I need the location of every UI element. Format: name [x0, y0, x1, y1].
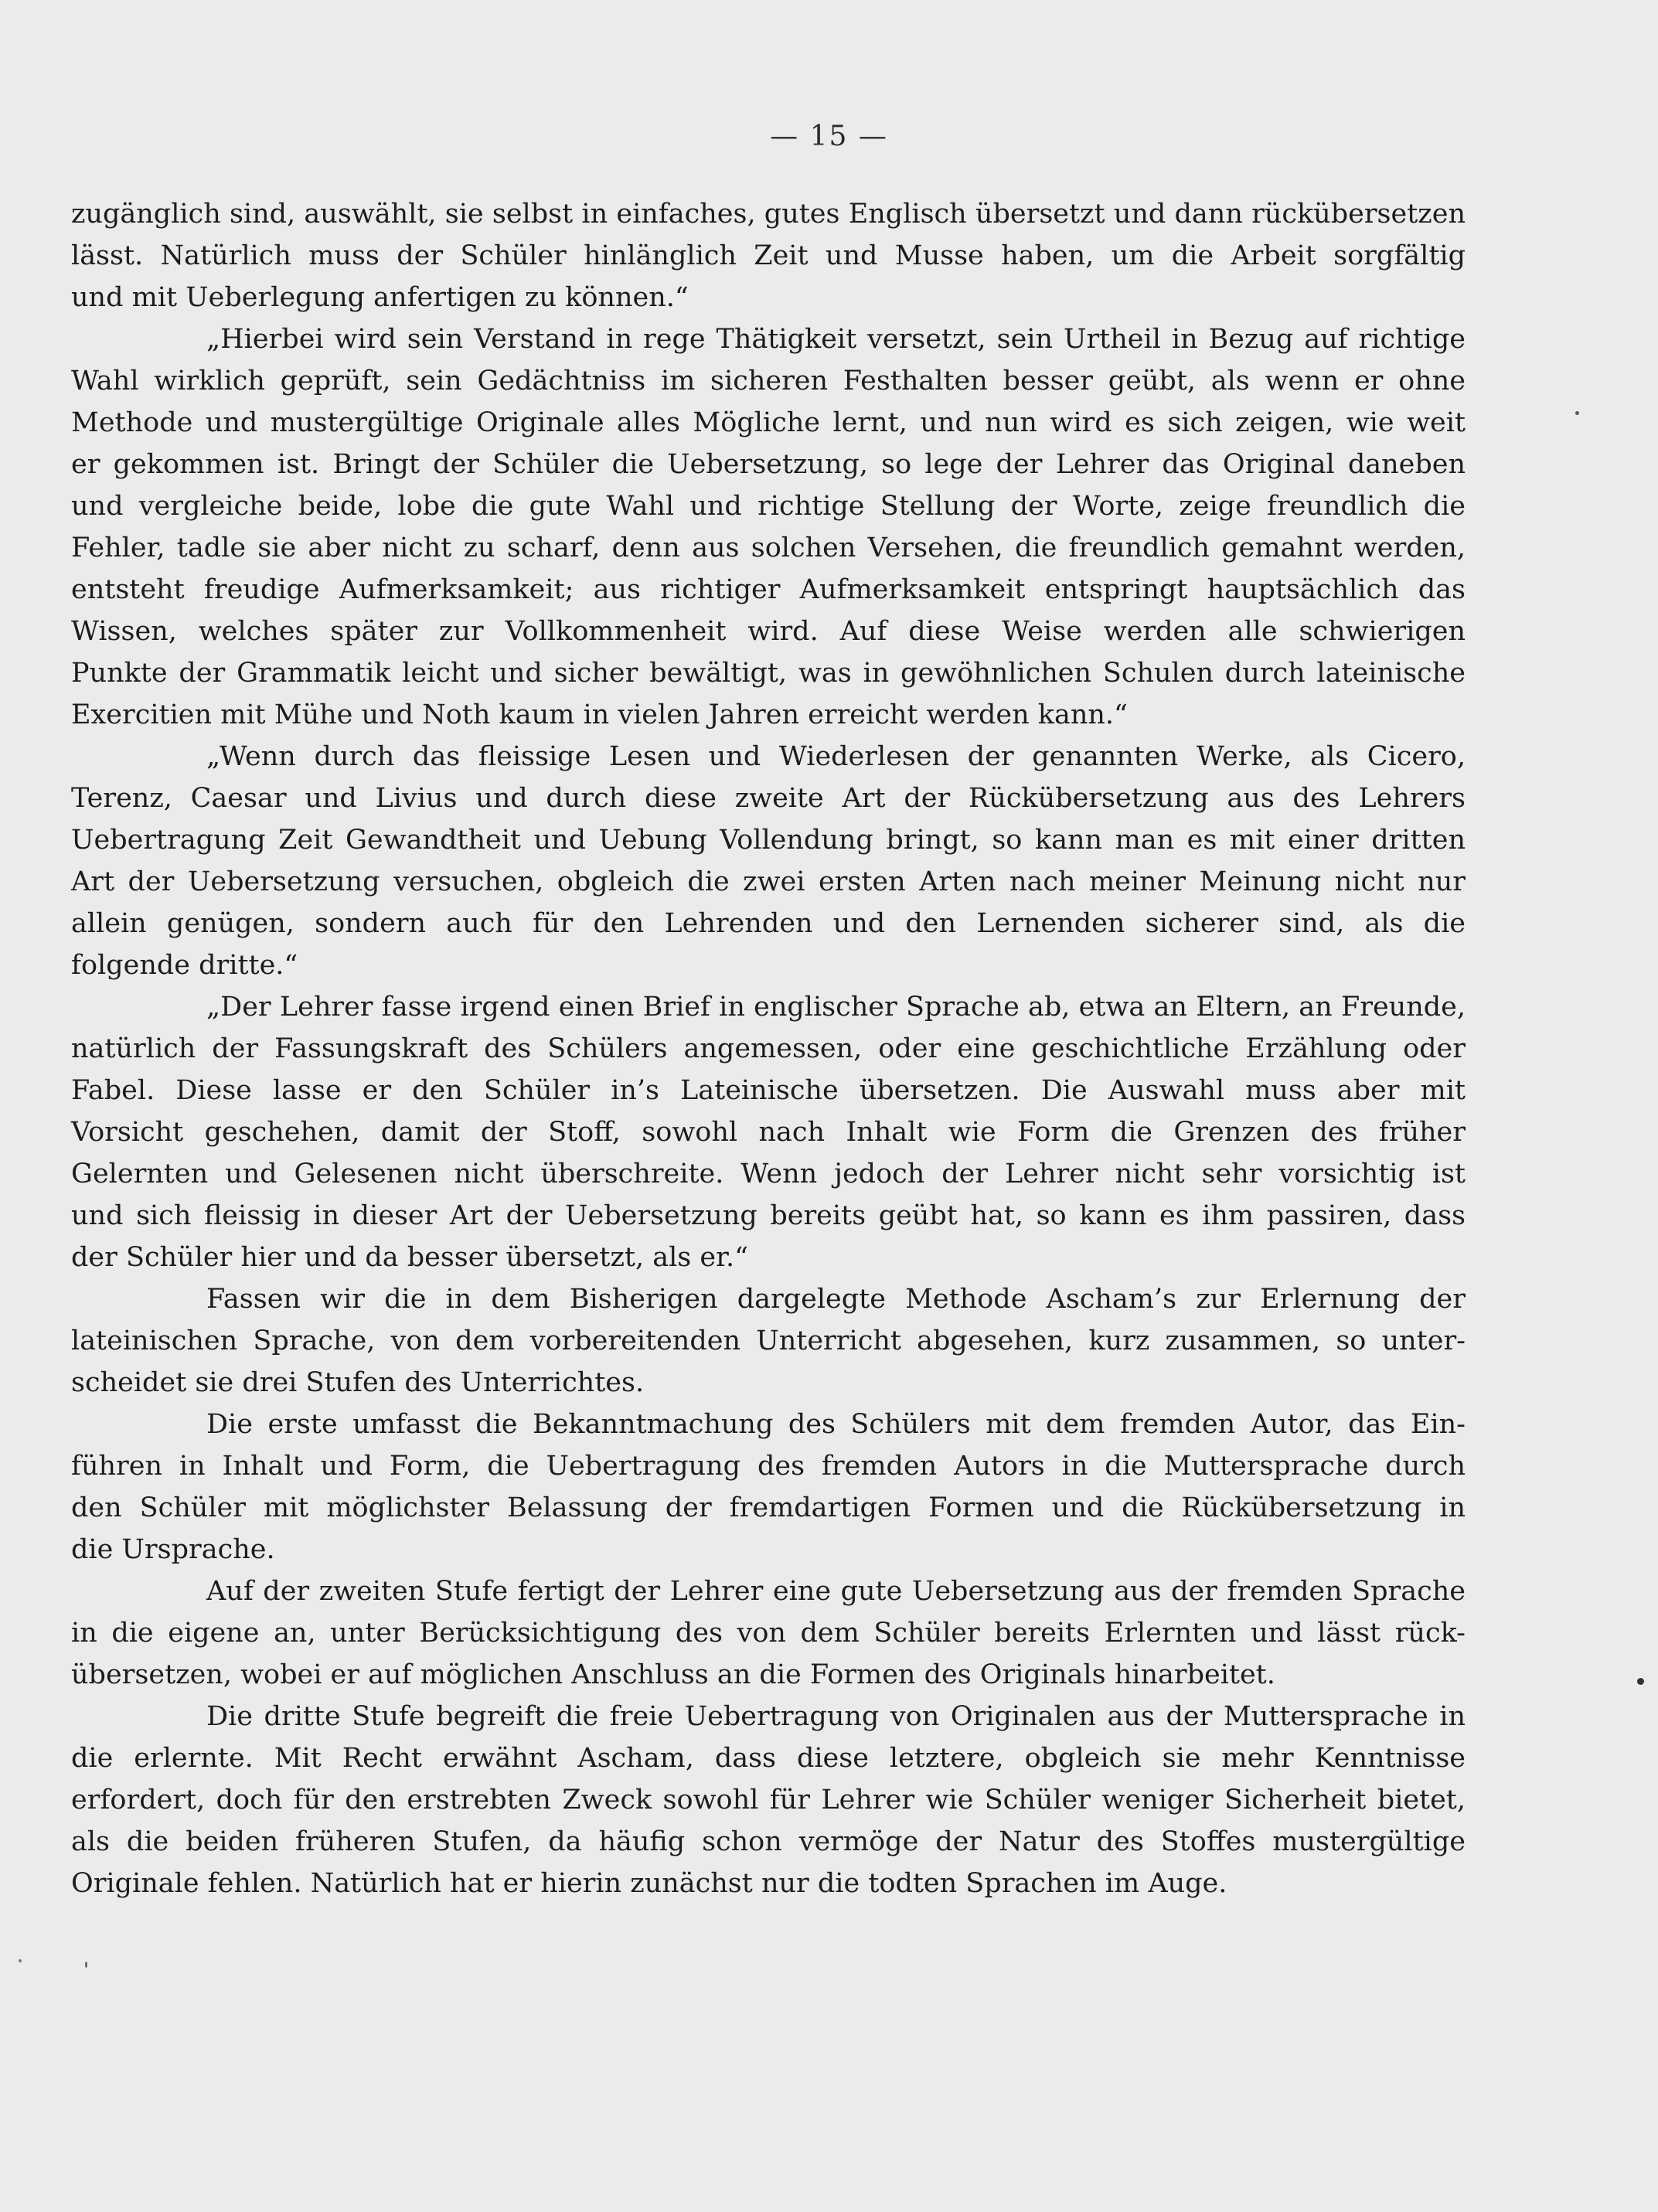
text-line: den Schüler mit möglichster Belassung der fremdartigen Formen und die Rückübersetzung in — [71, 1492, 1466, 1523]
text-line: Uebertragung Zeit Gewandtheit und Uebung Vollendung bringt, so kann man es mit einer dritten — [71, 825, 1466, 856]
text-line: Fehler, tadle sie aber nicht zu scharf, denn aus solchen Versehen, die freundlich gemahnt werden, — [71, 533, 1466, 563]
text-line: Methode und mustergültige Originale alles Mögliche lernt, und nun wird es sich zeigen, wie weit — [71, 407, 1466, 438]
text-line: und mit Ueberlegung anfertigen zu können.“ — [71, 282, 689, 313]
paper-speck — [1575, 411, 1579, 415]
text-line: scheidet sie drei Stufen des Unterrichtes. — [71, 1367, 645, 1398]
text-line: führen in Inhalt und Form, die Uebertragung des fremden Autors in die Muttersprache durch — [71, 1451, 1466, 1482]
text-line: und vergleiche beide, lobe die gute Wahl und richtige Stellung der Worte, zeige freundlich die — [71, 491, 1466, 522]
text-line: erfordert, doch für den erstrebten Zweck sowohl für Lehrer wie Schüler weniger Sicherheit bietet, — [71, 1785, 1466, 1816]
text-line: Gelernten und Gelesenen nicht überschreite. Wenn jedoch der Lehrer nicht sehr vorsichtig ist — [71, 1159, 1466, 1189]
text-line: natürlich der Fassungskraft des Schülers angemessen, oder eine geschichtliche Erzählung oder — [71, 1033, 1466, 1064]
text-line: lateinischen Sprache, von dem vorbereitenden Unterricht abgesehen, kurz zusammen, so unter- — [71, 1325, 1466, 1356]
text-line: folgende dritte.“ — [71, 950, 298, 981]
text-line: die erlernte. Mit Recht erwähnt Ascham, dass diese letztere, obgleich sie mehr Kenntnisse — [71, 1743, 1466, 1774]
text-line: entsteht freudige Aufmerksamkeit; aus richtiger Aufmerksamkeit entspringt hauptsächlich das — [71, 574, 1466, 605]
text-line: Vorsicht geschehen, damit der Stoff, sowohl nach Inhalt wie Form die Grenzen des früher — [71, 1117, 1466, 1148]
text-line: „Wenn durch das fleissige Lesen und Wiederlesen der genannten Werke, als Cicero, — [206, 741, 1466, 772]
body-text — [71, 193, 1466, 1904]
text-line: der Schüler hier und da besser übersetzt, als er.“ — [71, 1242, 748, 1273]
text-line: allein genügen, sondern auch für den Lehrenden und den Lernenden sicherer sind, als die — [71, 908, 1466, 939]
text-line: in die eigene an, unter Berücksichtigung des von dem Schüler bereits Erlernten und lässt rück- — [71, 1618, 1466, 1649]
text-line: Fabel. Diese lasse er den Schüler in’s Lateinische übersetzen. Die Auswahl muss aber mit — [71, 1075, 1466, 1106]
text-line: er gekommen ist. Bringt der Schüler die Uebersetzung, so lege der Lehrer das Original daneben — [71, 449, 1466, 480]
text-line: Punkte der Grammatik leicht und sicher bewältigt, was in gewöhnlichen Schulen durch lateinische — [71, 658, 1466, 689]
text-line: Wissen, welches später zur Vollkommenheit wird. Auf diese Weise werden alle schwierigen — [71, 616, 1466, 647]
text-line: Exercitien mit Mühe und Noth kaum in vielen Jahren erreicht werden kann.“ — [71, 699, 1128, 730]
paper-speck — [1637, 1678, 1644, 1685]
text-line: übersetzen, wobei er auf möglichen Anschluss an die Formen des Originals hinarbeitet. — [71, 1659, 1275, 1690]
text-line: zugänglich sind, auswählt, sie selbst in einfaches, gutes Englisch übersetzt und dann rückübersetzen — [71, 199, 1466, 230]
page-number: — 15 — — [770, 121, 888, 152]
text-line: Fassen wir die in dem Bisherigen dargelegte Methode Ascham’s zur Erlernung der — [206, 1284, 1466, 1315]
paper-speck — [19, 1959, 22, 1962]
text-line: „Hierbei wird sein Verstand in rege Thätigkeit versetzt, sein Urtheil in Bezug auf richtige — [206, 324, 1466, 355]
text-line: Auf der zweiten Stufe fertigt der Lehrer eine gute Uebersetzung aus der fremden Sprache — [206, 1576, 1466, 1607]
text-line: Originale fehlen. Natürlich hat er hierin zunächst nur die todten Sprachen im Auge. — [71, 1868, 1227, 1899]
text-line: und sich fleissig in dieser Art der Uebersetzung bereits geübt hat, so kann es ihm passiren, dass — [71, 1200, 1466, 1231]
text-line: die Ursprache. — [71, 1534, 275, 1565]
text-line: als die beiden früheren Stufen, da häufig schon vermöge der Natur des Stoffes mustergültige — [71, 1826, 1466, 1857]
text-line: Wahl wirklich geprüft, sein Gedächtniss im sicheren Festhalten besser geübt, als wenn er ohne — [71, 366, 1466, 396]
text-line: Die erste umfasst die Bekanntmachung des Schülers mit dem fremden Autor, das Ein- — [206, 1409, 1466, 1440]
paper-speck — [85, 1962, 87, 1968]
text-line: lässt. Natürlich muss der Schüler hinlänglich Zeit und Musse haben, um die Arbeit sorgfältig — [71, 240, 1466, 271]
text-line: Die dritte Stufe begreift die freie Uebertragung von Originalen aus der Muttersprache in — [206, 1701, 1466, 1732]
text-line: Art der Uebersetzung versuchen, obgleich die zwei ersten Arten nach meiner Meinung nicht nur — [71, 866, 1466, 897]
text-line: „Der Lehrer fasse irgend einen Brief in englischer Sprache ab, etwa an Eltern, an Freunde, — [206, 992, 1466, 1023]
text-line: Terenz, Caesar und Livius und durch diese zweite Art der Rückübersetzung aus des Lehrers — [71, 783, 1466, 814]
